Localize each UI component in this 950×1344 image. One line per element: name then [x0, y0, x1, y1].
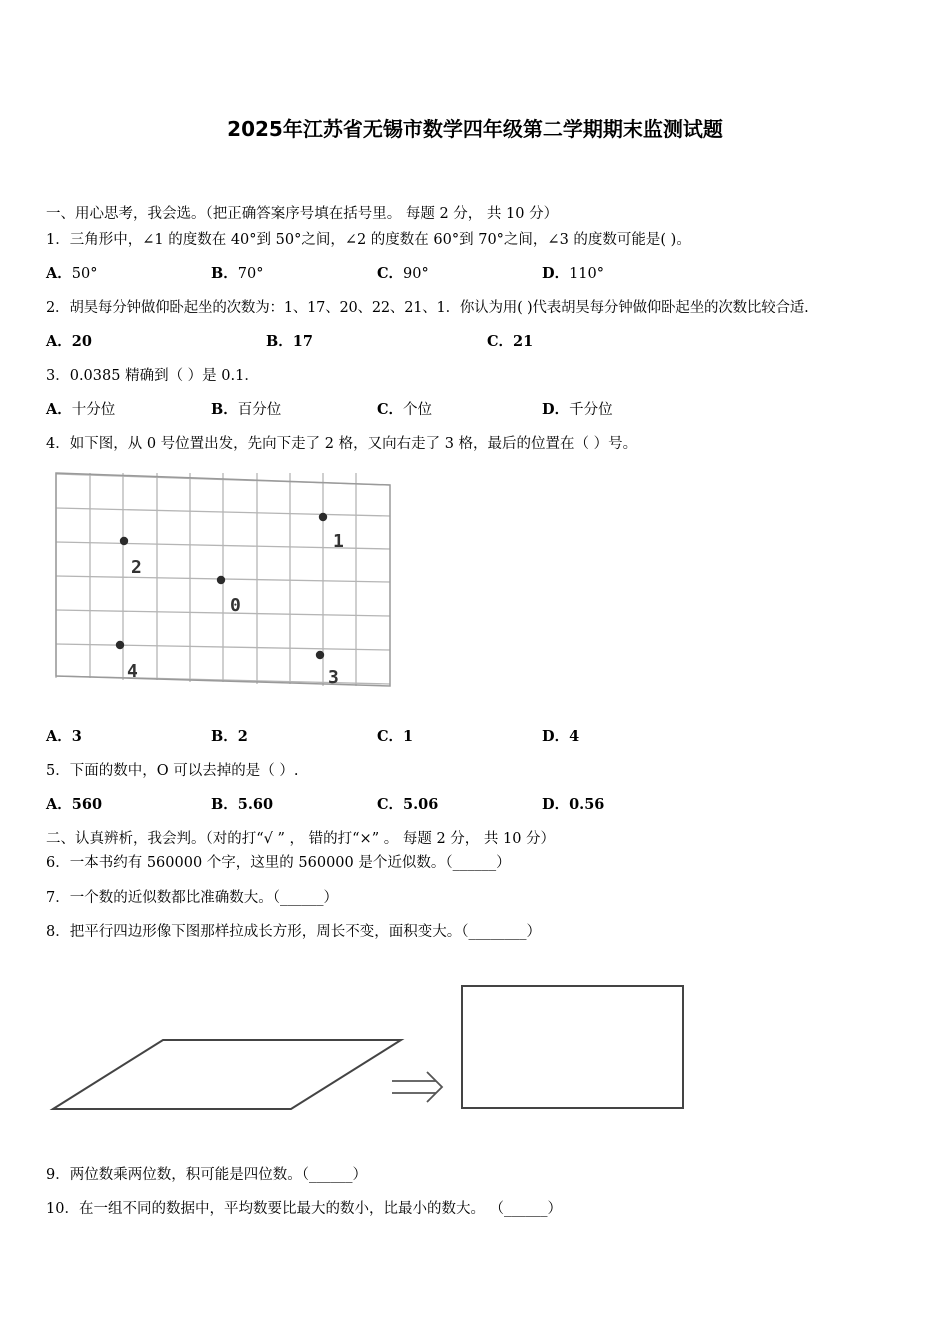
q4-option-d: D．4	[542, 728, 580, 745]
q4-option-c: C．1	[377, 728, 414, 745]
question-8: 8．把平行四边形像下图那样拉成长方形，周长不变，面积变大。（________）	[46, 924, 541, 940]
question-10: 10．在一组不同的数据中，平均数要比最大的数小，比最小的数大。 （______）	[46, 1201, 563, 1217]
point-3-dot	[316, 651, 324, 659]
parallelogram-shape	[53, 1040, 401, 1109]
question-4: 4．如下图，从 0 号位置出发，先向下走了 2 格，又向右走了 3 格，最后的位置在（ ）号。	[46, 436, 638, 452]
section-2-heading: 二、认真辨析，我会判。（对的打“√ ” ， 错的打“×” 。 每题 2 分， 共 10 分）	[46, 831, 556, 847]
q3-option-b: B．百分位	[211, 401, 282, 418]
q1-option-a: A．50°	[46, 265, 98, 282]
question-3: 3．0.0385 精确到（ ）是 0.1．	[46, 368, 259, 384]
q3-option-d: D．千分位	[542, 401, 613, 418]
q2-option-a: A．20	[46, 333, 92, 350]
point-0-dot	[217, 576, 225, 584]
point-4-dot	[116, 641, 124, 649]
point-1-dot	[319, 513, 327, 521]
question-1: 1．三角形中，∠1 的度数在 40°到 50°之间，∠2 的度数在 60°到 70°之间，∠3 的度数可能是( )。	[46, 232, 691, 248]
page-title: 2025年江苏省无锡市数学四年级第二学期期末监测试题	[227, 117, 723, 141]
q5-option-b: B．5.60	[211, 796, 274, 813]
q4-option-a: A．3	[46, 728, 82, 745]
question-9: 9．两位数乘两位数，积可能是四位数。（______）	[46, 1167, 367, 1183]
parallelogram-to-rectangle-figure	[40, 975, 700, 1125]
point-2-label: 2	[131, 557, 142, 578]
question-7: 7．一个数的近似数都比准确数大。（______）	[46, 890, 338, 906]
q5-option-d: D．0.56	[542, 796, 605, 813]
point-1-label: 1	[333, 531, 344, 552]
point-3-label: 3	[328, 667, 339, 688]
question-5: 5．下面的数中，O 可以去掉的是（ ）.	[46, 763, 299, 779]
q2-option-c: C．21	[487, 333, 534, 350]
q5-option-c: C．5.06	[377, 796, 439, 813]
section-1-heading: 一、用心思考，我会选。（把正确答案序号填在括号里。 每题 2 分， 共 10 分）	[46, 206, 559, 222]
rectangle-shape	[462, 986, 683, 1108]
q2-option-b: B．17	[266, 333, 313, 350]
q1-option-c: C．90°	[377, 265, 429, 282]
q3-option-a: A．十分位	[46, 401, 116, 418]
q4-option-b: B．2	[211, 728, 248, 745]
position-grid-figure	[50, 470, 395, 690]
q3-option-c: C．个位	[377, 401, 433, 418]
question-6: 6．一本书约有 560000 个字，这里的 560000 是个近似数。（______）	[46, 855, 511, 871]
point-2-dot	[120, 537, 128, 545]
q1-option-b: B．70°	[211, 265, 264, 282]
q1-option-d: D．110°	[542, 265, 605, 282]
double-arrow-icon	[392, 1072, 442, 1102]
q5-option-a: A．560	[46, 796, 103, 813]
question-2: 2．胡昊每分钟做仰卧起坐的次数为：1、17、20、22、21、1．你认为用( )代表胡昊每分钟做仰卧起坐的次数比较合适.	[46, 300, 809, 316]
point-4-label: 4	[127, 661, 138, 682]
point-0-label: 0	[230, 595, 241, 616]
